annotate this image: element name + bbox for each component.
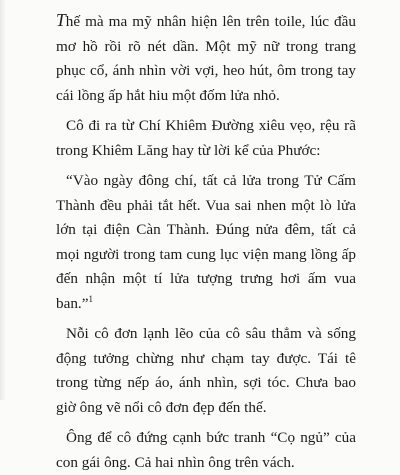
paragraph-3-text: “Vào ngày đông chí, tất cả lửa trong Tử Cấm Thành đều phải tắt hết. Vua sai nhen một lò lửa lớn tại điện Càn Thành. Đúng nửa đêm, tất cả mọi người trong tam cung lục viện mang lồng ấp đến nhận một tí lửa tượng trưng hơi ấm vua ban.”: [56, 172, 356, 312]
paragraph-1: [56, 8, 356, 108]
paragraph-4-text: Nỗi cô đơn lạnh lẽo của cô sâu thẳm và sống động tưởng chừng như chạm tay được. Tái tê trong từng nếp áo, ánh nhìn, sợi tóc. Chưa bao giờ ông vẽ nổi cô đơn đẹp đến thế.: [56, 325, 356, 416]
drop-cap: T: [56, 10, 66, 30]
footnote-marker: 1: [88, 293, 93, 304]
paragraph-2: [56, 114, 356, 163]
paragraph-1-text: hế mà ma mỹ nhân hiện lên trên toile, lúc đầu mơ hồ rồi rõ nét dần. Một mỹ nữ trong trang phục cổ, ánh nhìn vời vợi, heo hút, ôm trong tay cái lồng ấp hắt hiu một đốm lửa nhỏ.: [56, 13, 356, 104]
paragraph-5-text: Ông để cô đứng cạnh bức tranh “Cọ ngủ” của con gái ông. Cả hai nhìn ông trên vách.: [56, 429, 356, 471]
paragraph-3-quote: [56, 169, 356, 316]
page-edge-shadow: [0, 0, 6, 400]
paragraph-4: [56, 322, 356, 420]
paragraph-5: [56, 426, 356, 475]
paragraph-2-text: Cô đi ra từ Chí Khiêm Đường xiêu vẹo, rệu rã trong Khiêm Lăng hay từ lời kể của Phước:: [56, 117, 356, 159]
